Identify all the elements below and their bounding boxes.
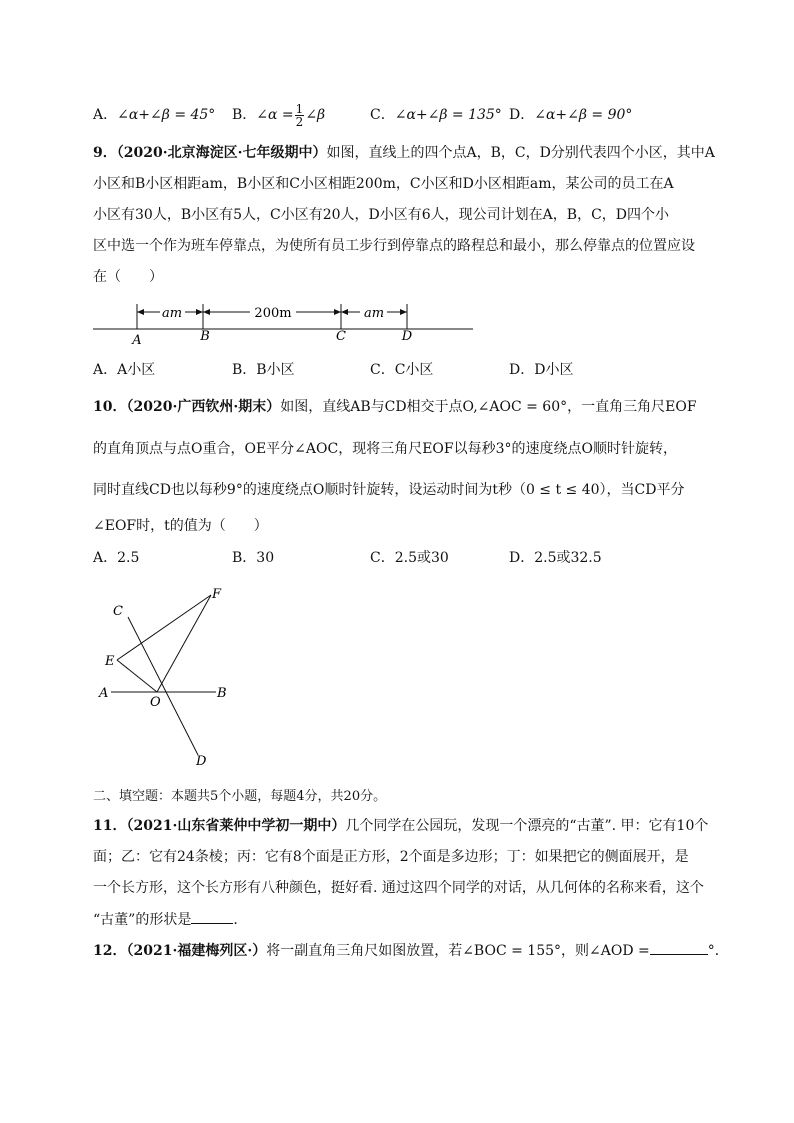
q9-source: （2020·北京海淀区·七年级期中） xyxy=(116,145,327,161)
point-d-label: D xyxy=(401,329,413,344)
q10-option-b: B．30 xyxy=(232,550,275,566)
label-a: A xyxy=(99,686,109,701)
q10-line-3: 同时直线CD也以每秒9°的速度绕点O顺时针旋转，设运动时间为t秒（0 ≤ t ≤ 40），当CD平分 xyxy=(93,482,685,498)
ray-of xyxy=(157,595,211,692)
q12-number: 12． xyxy=(93,943,127,959)
q9-option-b: B．B小区 xyxy=(232,362,295,378)
section-heading: 二、填空题：本题共5个小题，每题4分，共20分。 xyxy=(93,789,387,804)
answer-blank xyxy=(191,909,233,924)
point-c-label: C xyxy=(336,329,346,344)
q9-number: 9． xyxy=(93,145,117,161)
q11-number: 11． xyxy=(93,818,127,834)
q9-option-d: D．D小区 xyxy=(509,362,574,378)
q10-source: （2020·广西钦州·期末） xyxy=(126,399,281,415)
q12-source: （2021·福建梅列区·） xyxy=(126,943,267,959)
label-f: F xyxy=(212,587,222,602)
fraction: $\frac{1}{2}$ xyxy=(295,101,304,129)
q11-line-1: 11．（2021·山东省莱仲中学初一期中）几个同学在公园玩，发现一个漂亮的“古董”. 甲：它有10个 xyxy=(93,818,709,834)
label-c: C xyxy=(113,604,123,619)
label-e: E xyxy=(105,654,115,669)
q9-option-c: C．C小区 xyxy=(370,362,434,378)
q10-line-2: 的直角顶点与点O重合，OE平分∠AOC，现将三角尺EOF以每秒3°的速度绕点O顺时针旋转， xyxy=(93,441,677,457)
q8-option-d: D．∠α+∠β = 90° xyxy=(509,107,633,123)
point-a-label: A xyxy=(132,333,142,348)
segment-ef xyxy=(117,595,211,660)
q8-option-b: B．∠α = $\frac{1}{2}$ ∠β xyxy=(232,101,326,129)
q10-option-d: D．2.5或32.5 xyxy=(509,550,602,566)
ray-oe xyxy=(117,660,157,692)
q8-option-a: A．∠α+∠β = 45° xyxy=(93,107,216,123)
seg-label-ab: am xyxy=(161,306,183,321)
q11-line-4: “古董”的形状是 . xyxy=(93,909,238,930)
q10-number: 10． xyxy=(93,399,127,415)
q10-line-4: ∠EOF时，t的值为（ ） xyxy=(93,518,268,534)
q10-option-a: A．2.5 xyxy=(93,550,140,566)
q11-line-3: 一个长方形，这个长方形有八种颜色，挺好看. 通过这四个同学的对话，从几何体的名称来看，这个 xyxy=(93,880,704,896)
q11-line-2: 面；乙：它有24条棱；丙：它有8个面是正方形，2个面是多边形；丁：如果把它的侧面展开，是 xyxy=(93,849,689,865)
seg-label-bc: 200m xyxy=(254,306,292,321)
q12-line-1: 12．（2021·福建梅列区·）将一副直角三角尺如图放置，若∠BOC = 155°，则∠AOD = °． xyxy=(93,940,729,961)
answer-blank xyxy=(650,940,708,955)
q9-line-3: 小区有30人，B小区有5人，C小区有20人，D小区有6人，现公司计划在A，B，C，D四个小 xyxy=(93,207,670,223)
q9-line-2: 小区和B小区相距am，B小区和C小区相距200m，C小区和D小区相距am，某公司的员工在A xyxy=(93,176,674,192)
label-d: D xyxy=(196,754,207,769)
q9-line-1: 9．（2020·北京海淀区·七年级期中）如图，直线上的四个点A，B，C，D分别代表四个小区，其中A xyxy=(93,145,715,161)
q10-line-1: 10．（2020·广西钦州·期末）如图，直线AB与CD相交于点O,∠AOC = 60°，一直角三角尺EOF xyxy=(93,399,697,415)
q9-option-a: A．A小区 xyxy=(93,362,156,378)
q9-line-4: 区中选一个作为班车停靠点，为使所有员工步行到停靠点的路程总和最小，那么停靠点的位置应设 xyxy=(93,238,695,254)
q10-option-c: C．2.5或30 xyxy=(370,550,449,566)
q9-line-5: 在（ ） xyxy=(93,269,163,285)
q11-source: （2021·山东省莱仲中学初一期中） xyxy=(126,818,346,834)
q9-number-line-figure xyxy=(90,298,480,348)
seg-label-cd: am xyxy=(363,306,385,321)
point-b-label: B xyxy=(200,329,210,344)
label-b: B xyxy=(217,686,227,701)
q8-option-c: C．∠α+∠β = 135° xyxy=(370,107,502,123)
q10-geometry-figure xyxy=(95,585,245,770)
label-o: O xyxy=(150,695,161,710)
